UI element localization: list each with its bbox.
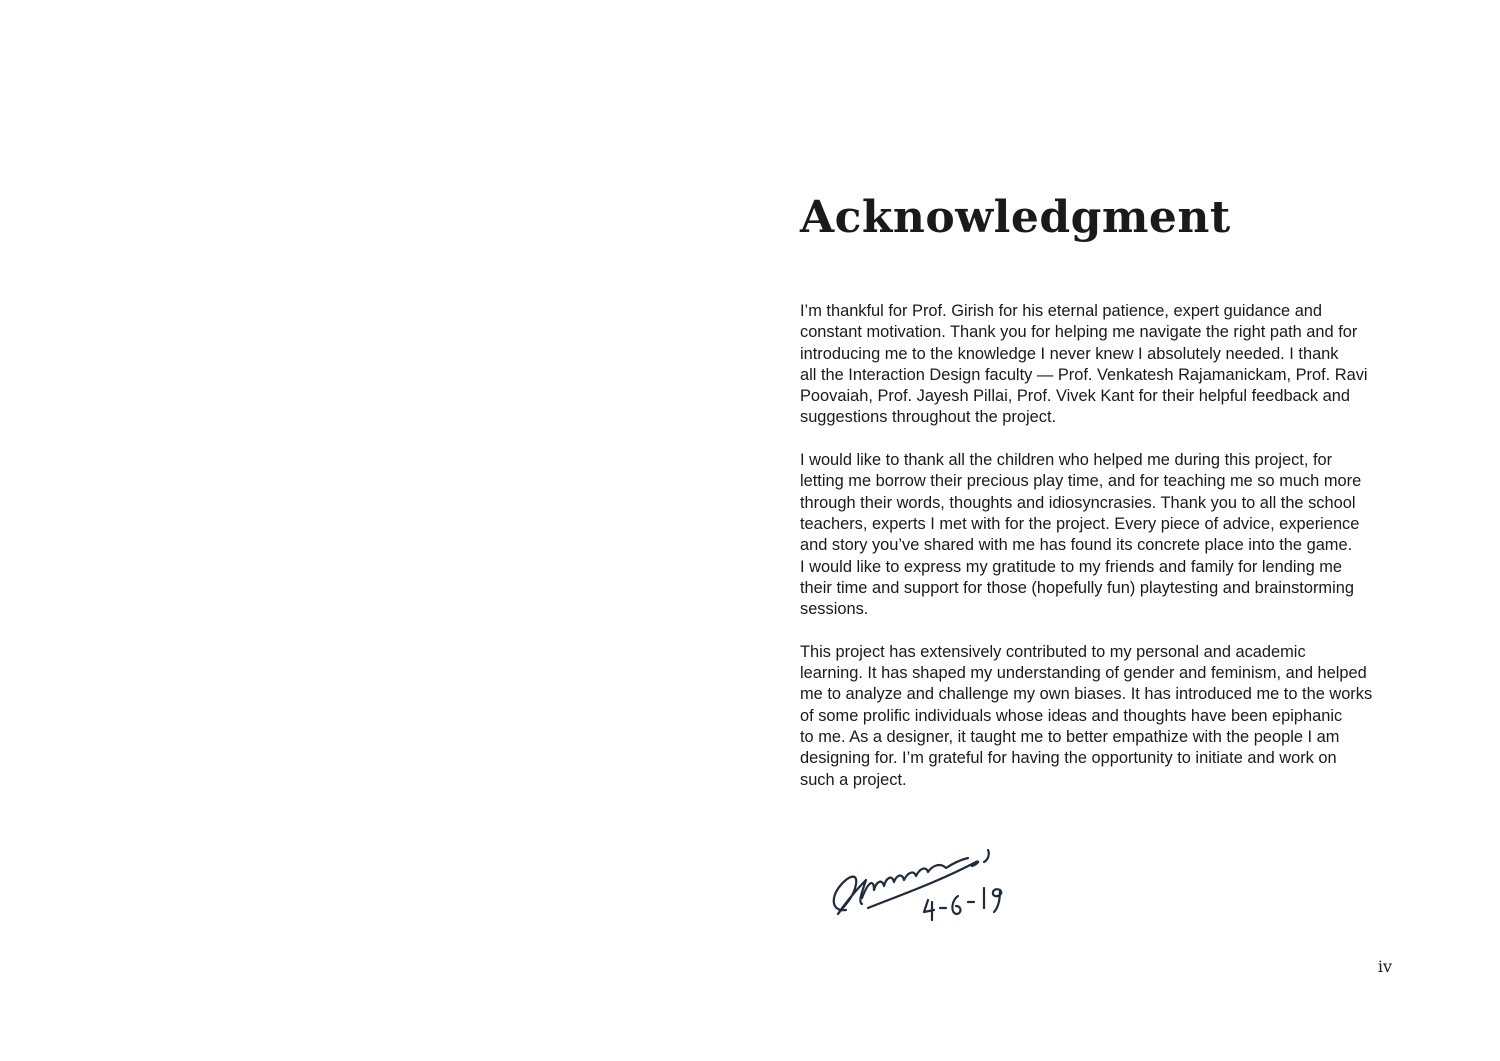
text-line: teachers, experts I met with for the project. Every piece of advice, experience (800, 514, 1360, 533)
text-line: through their words, thoughts and idiosyncrasies. Thank you to all the school (800, 493, 1356, 512)
right-page (750, 0, 1500, 1061)
text-line: I would like to thank all the children who helped me during this project, for (800, 451, 1333, 470)
signature-drawing (828, 838, 1028, 924)
paragraph-3 (800, 642, 1406, 791)
text-line: designing for. I’m grateful for having the opportunity to initiate and work on (800, 749, 1337, 768)
text-line: to me. As a designer, it taught me to better empathize with the people I am (800, 727, 1340, 746)
text-line: all the Interaction Design faculty — Prof. Venkatesh Rajamanickam, Prof. Ravi (800, 365, 1368, 384)
text-line: I would like to express my gratitude to my friends and family for lending me (800, 557, 1343, 576)
text-line: constant motivation. Thank you for helping me navigate the right path and for (800, 323, 1358, 342)
text-line: me to analyze and challenge my own biases. It has introduced me to the works (800, 685, 1373, 704)
handwritten-signature (828, 838, 1028, 924)
text-line: suggestions throughout the project. (800, 408, 1057, 427)
text-line: introducing me to the knowledge I never knew I absolutely needed. I thank (800, 344, 1339, 363)
paragraph-1 (800, 301, 1406, 429)
text-line: their time and support for those (hopefully fun) playtesting and brainstorming (800, 578, 1354, 597)
paragraph-2 (800, 450, 1406, 620)
text-line: Poovaiah, Prof. Jayesh Pillai, Prof. Vivek Kant for their helpful feedback and (800, 387, 1351, 406)
acknowledgment-body (800, 301, 1406, 812)
page-title: Acknowledgment (800, 192, 1231, 243)
text-line: such a project. (800, 770, 907, 789)
text-line: learning. It has shaped my understanding of gender and feminism, and helped (800, 664, 1367, 683)
text-line: This project has extensively contributed to my personal and academic (800, 642, 1306, 661)
text-line: of some prolific individuals whose ideas and thoughts have been epiphanic (800, 706, 1343, 725)
text-line: and story you’ve shared with me has found its concrete place into the game. (800, 536, 1353, 555)
text-line: letting me borrow their precious play time, and for teaching me so much more (800, 472, 1362, 491)
text-line: sessions. (800, 600, 869, 619)
text-line: I’m thankful for Prof. Girish for his eternal patience, expert guidance and (800, 302, 1323, 320)
page-number: iv (1377, 957, 1392, 976)
